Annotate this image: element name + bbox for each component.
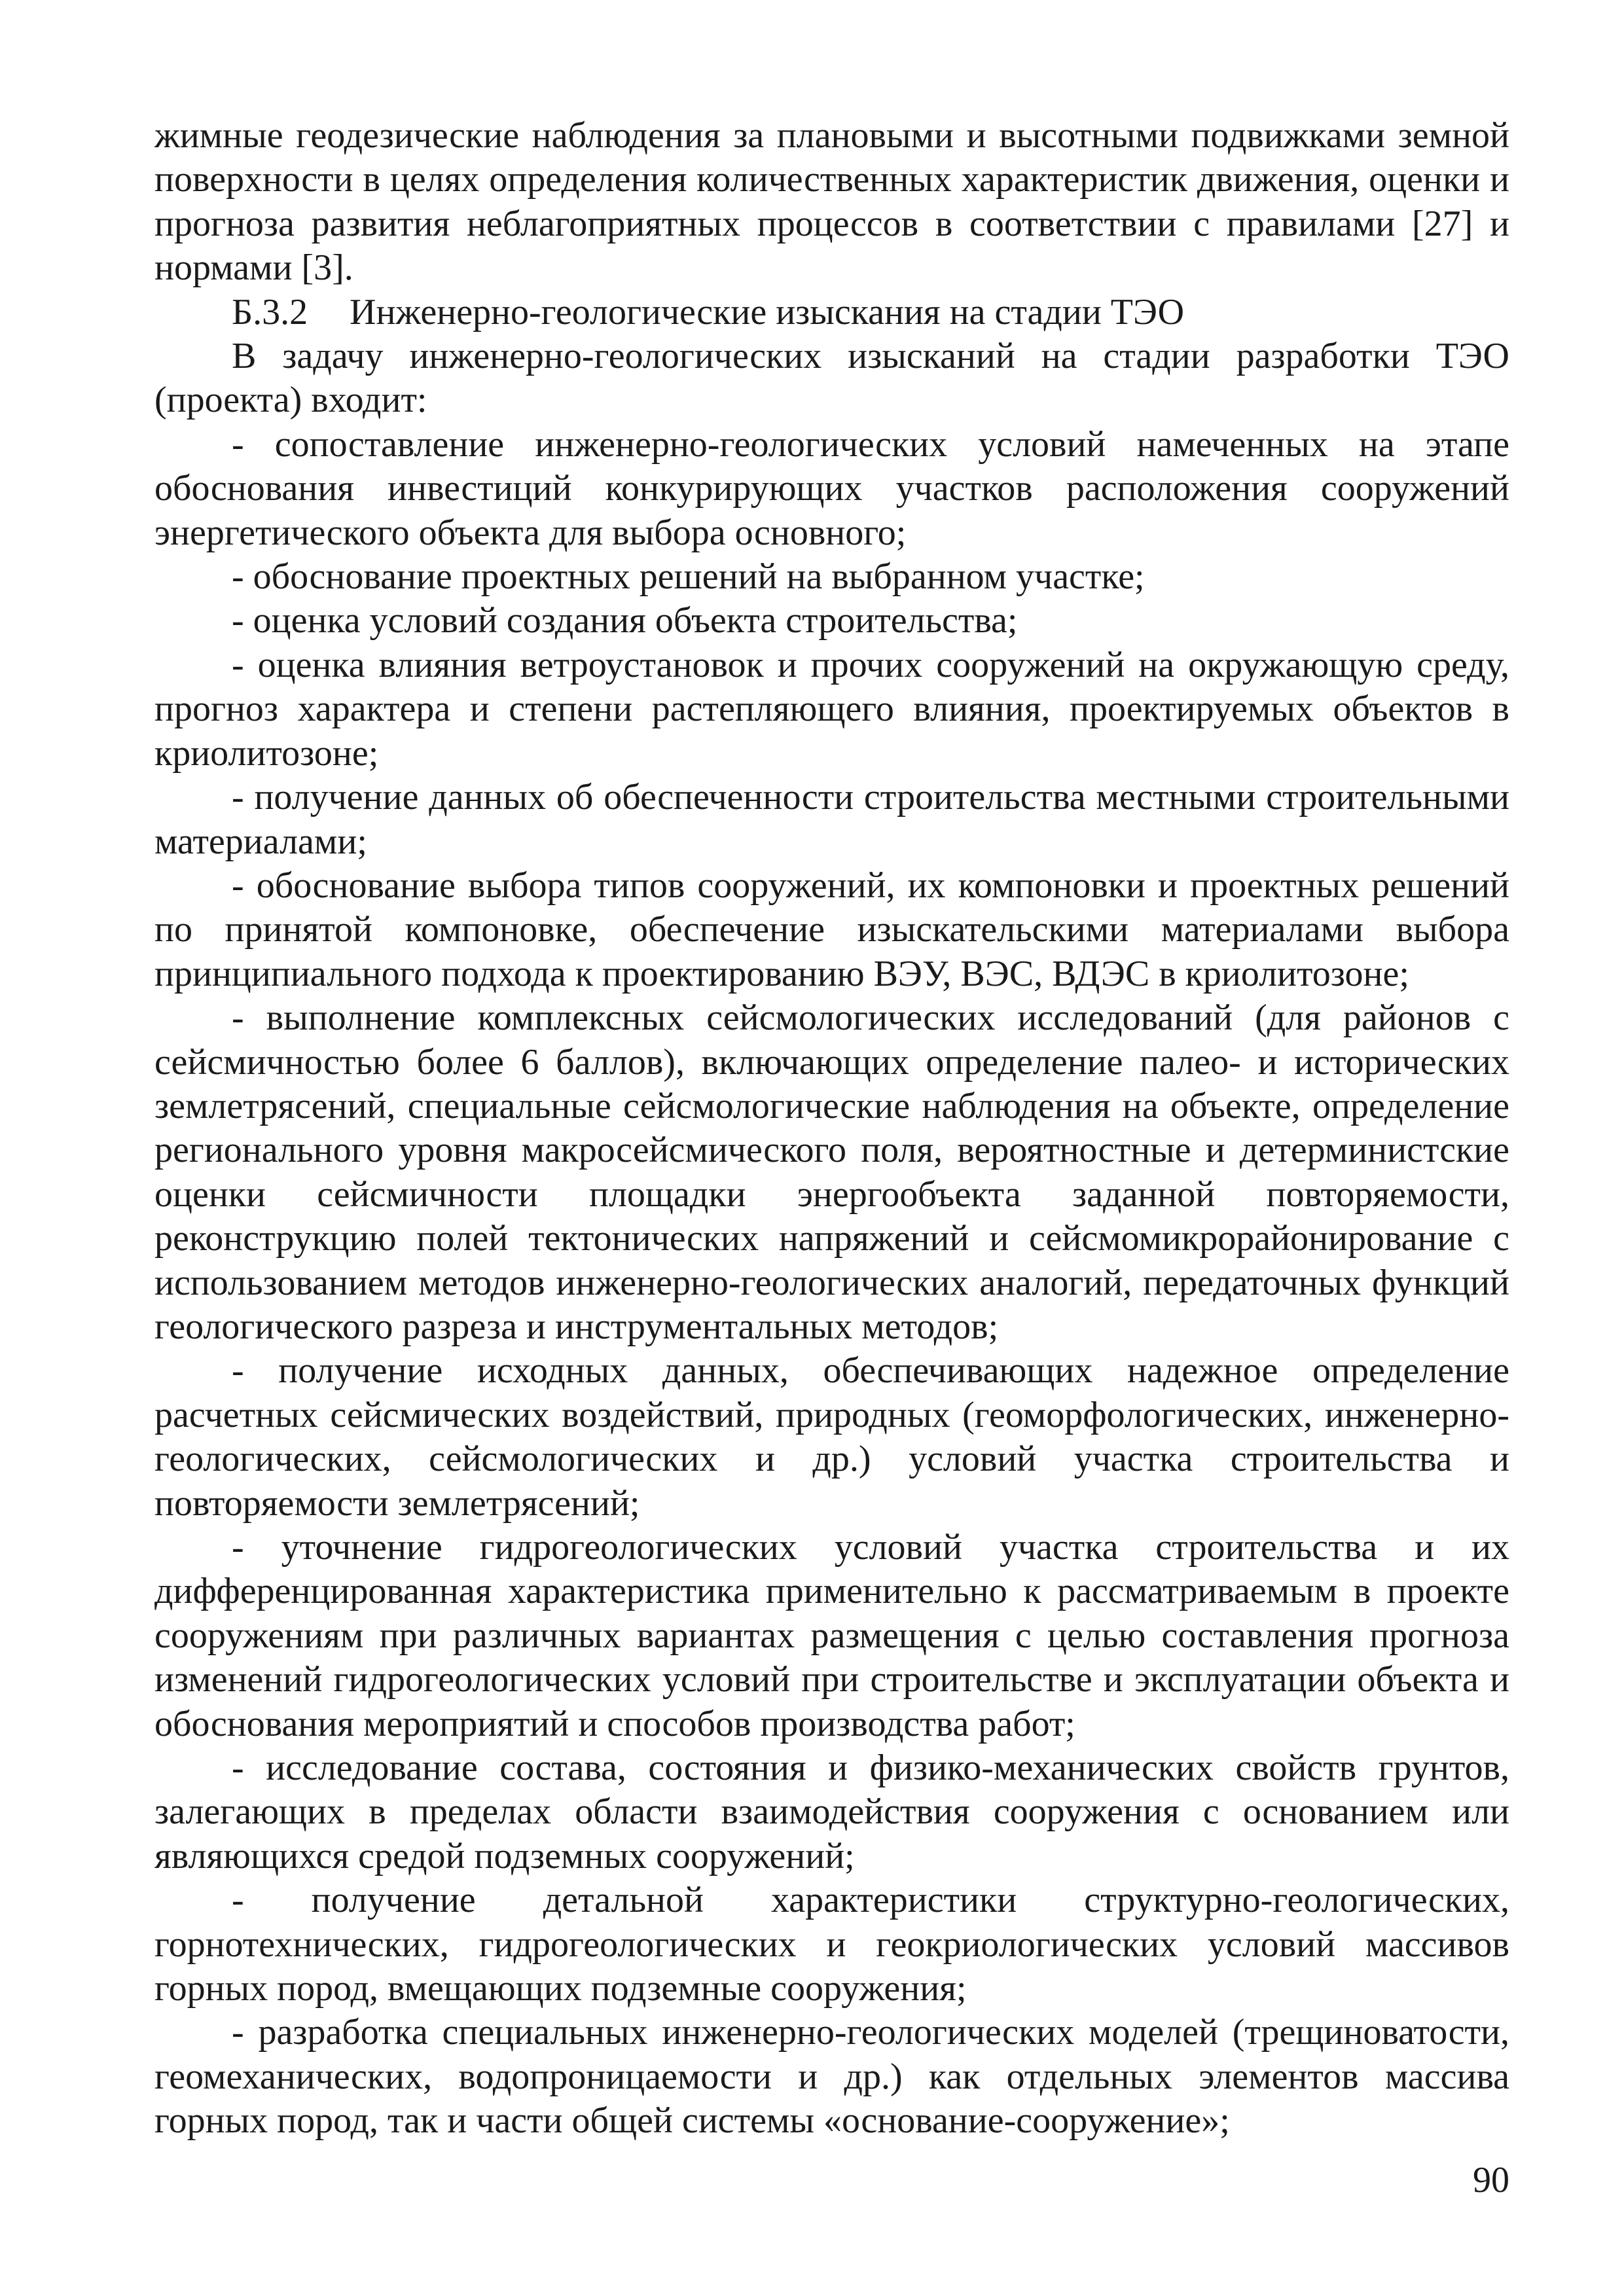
list-item: - разработка специальных инженерно-геологических моделей (трещиноватости, геомеханических, водопроницаемости и др.) как отдельных элементов массива горных пород, так и части общей системы «основание-сооружение»;	[154, 2012, 1509, 2142]
list-item: - оценка влияния ветроустановок и прочих сооружений на окружающую среду, прогноз характера и степени растепляющего влияния, проектируемых объектов в криолитозоне;	[154, 644, 1509, 774]
page-number: 90	[1473, 2160, 1509, 2200]
list-item: - обоснование выбора типов сооружений, их компоновки и проектных решений по принятой компоновке, обеспечение изыскательскими материалами выбора принципиального подхода к проектированию ВЭУ, ВЭС, ВДЭС в криолитозоне;	[154, 865, 1509, 994]
list-item: - уточнение гидрогеологических условий участка строительства и их дифференцированная характеристика применительно к рассматриваемым в проекте сооружениям при различных вариантах размещения с целью составления прогноза изменений гидрогеологических условий при строительстве и эксплуатации объекта и обоснования мероприятий и способов производства работ;	[154, 1527, 1509, 1744]
paragraph-continuation: жимные геодезические наблюдения за плановыми и высотными подвижками земной поверхности в целях определения количественных характеристик движения, оценки и прогноза развития неблагоприятных процессов в соответствии с правилами [27] и нормами [3].	[154, 115, 1509, 289]
list-item: - получение исходных данных, обеспечивающих надежное определение расчетных сейсмических воздействий, природных (геоморфологических, инженерно-геологических, сейсмологических и др.) условий участка строительства и повторяемости землетрясений;	[154, 1350, 1509, 1524]
list-item: - выполнение комплексных сейсмологических исследований (для районов с сейсмичностью более 6 баллов), включающих определение палео- и исторических землетрясений, специальные сейсмологические наблюдения на объекте, определение регионального уровня макросейсмического поля, вероятностные и детерминистские оценки сейсмичности площадки энергообъекта заданной повторяемости, реконструкцию полей тектонических напряжений и сейсмомикрорайонирование с использованием методов инженерно-геологических аналогий, передаточных функций геологического разреза и инструментальных методов;	[154, 997, 1509, 1347]
section-number: Б.3.2	[232, 291, 308, 332]
list-item: - оценка условий создания объекта строительства;	[232, 600, 1018, 641]
list-item: - обоснование проектных решений на выбранном участке;	[232, 556, 1145, 598]
body-text	[154, 114, 1509, 2144]
list-item: - исследование состава, состояния и физико-механических свойств грунтов, залегающих в пределах области взаимодействия сооружения с основанием или являющихся средой подземных сооружений;	[154, 1748, 1509, 1876]
paragraph-intro: В задачу инженерно-геологических изысканий на стадии разработки ТЭО (проекта) входит:	[154, 336, 1509, 421]
list-item: - сопоставление инженерно-геологических условий намеченных на этапе обоснования инвестиций конкурирующих участков расположения сооружений энергетического объекта для выбора основного;	[154, 423, 1509, 553]
section-heading	[154, 291, 1509, 334]
list-item: - получение детальной характеристики структурно-геологических, горнотехнических, гидрогеологических и геокриологических условий массивов горных пород, вмещающих подземные сооружения;	[154, 1880, 1509, 2009]
list-item: - получение данных об обеспеченности строительства местными строительными материалами;	[154, 777, 1509, 862]
section-title: Инженерно-геологические изыскания на стадии ТЭО	[350, 291, 1185, 332]
